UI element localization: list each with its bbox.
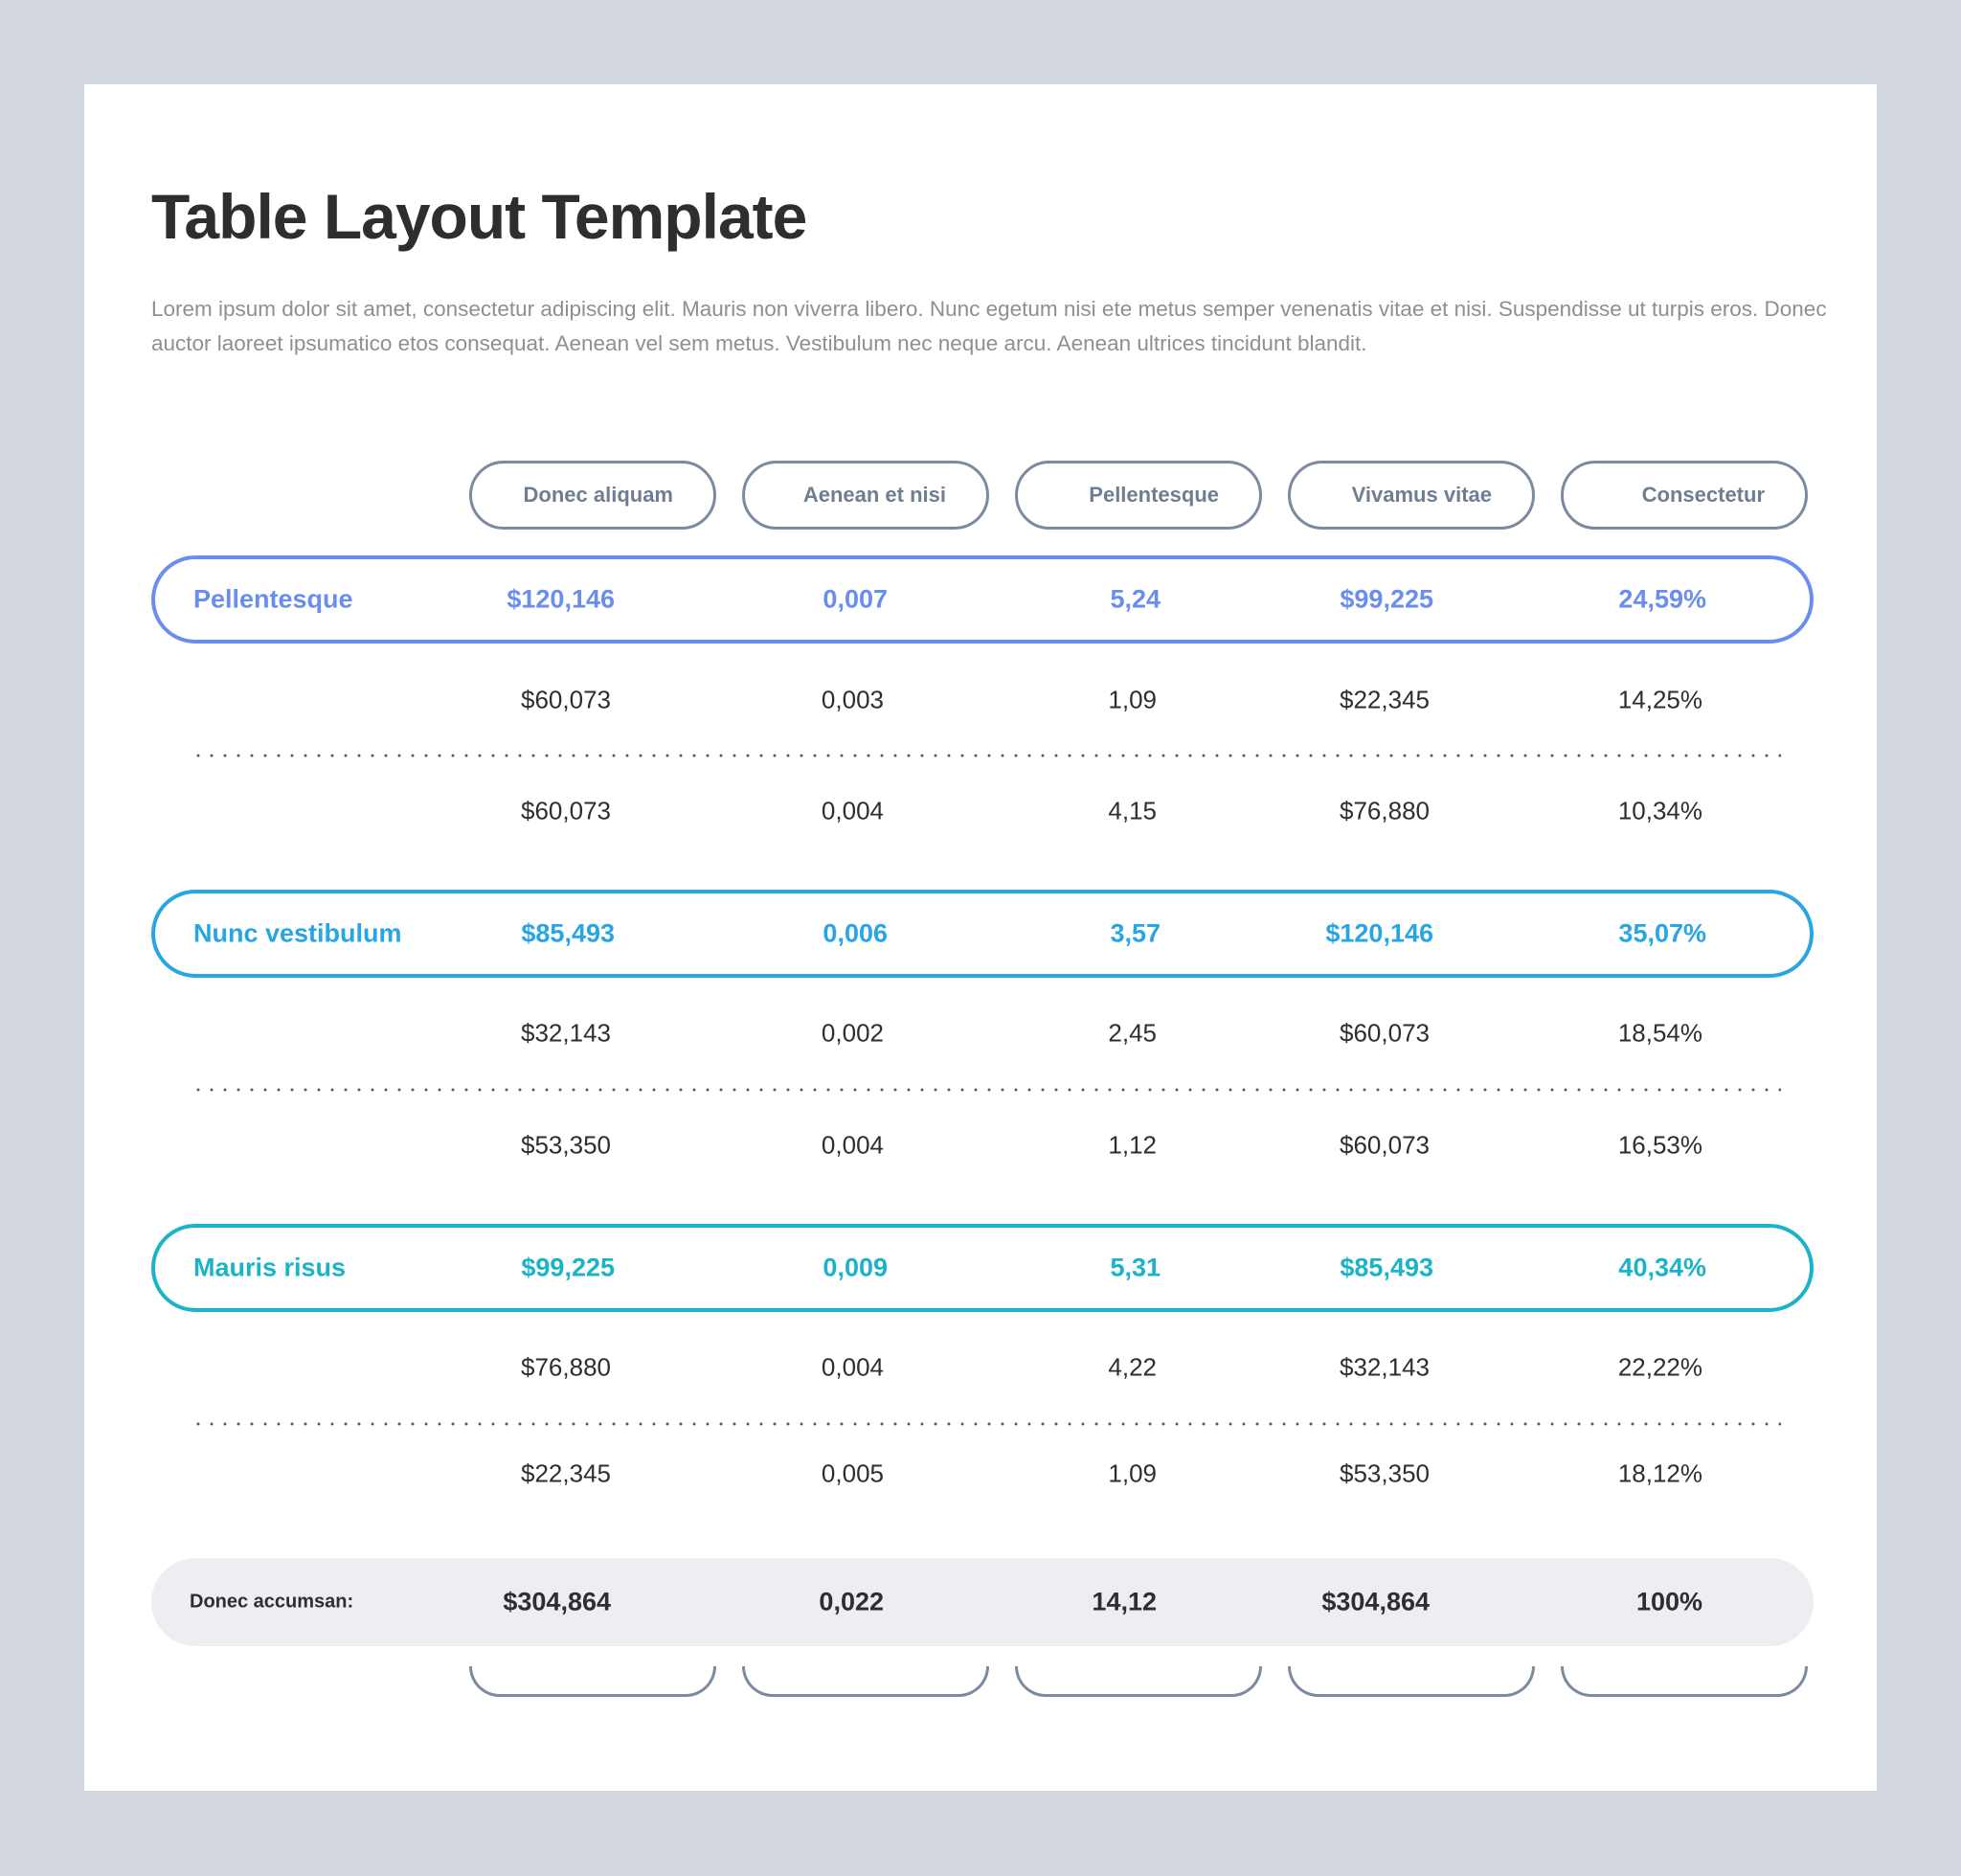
column-footer-2 [742,1666,989,1697]
total-value: $304,864 [503,1587,611,1616]
group-row-pellentesque[interactable] [151,555,1814,644]
group-value: $120,146 [1325,918,1433,948]
table-cell: 18,12% [1617,1458,1702,1488]
column-header-2[interactable]: Aenean et nisi [742,461,989,530]
table-cell: 22,22% [1617,1352,1702,1382]
group-label: Pellentesque [193,584,353,614]
group-value: 5,24 [1110,584,1161,614]
table-row [151,1005,1814,1062]
group-value: 40,34% [1618,1253,1706,1282]
table-cell: 2,45 [1108,1018,1157,1048]
table-cell: 0,002 [821,1018,884,1048]
table-cell: 0,004 [821,796,884,825]
group-label: Nunc vestibulum [193,918,402,948]
column-footer-1 [469,1666,716,1697]
group-value: 35,07% [1618,918,1706,948]
table-cell: 4,22 [1108,1352,1157,1382]
total-value: $304,864 [1321,1587,1430,1616]
group-value: 0,007 [823,584,888,614]
group-value: 3,57 [1110,918,1161,948]
table-cell: 0,005 [821,1458,884,1488]
table-cell: $53,350 [1340,1458,1430,1488]
total-row [151,1558,1814,1646]
column-footer-3 [1015,1666,1262,1697]
table-cell: 14,25% [1617,685,1702,714]
page-description: Lorem ipsum dolor sit amet, consectetur adipiscing elit. Mauris non viverra libero. Nunc egetum nisi ete metus semper venenatis vitae et nisi. Suspendisse ut turpis eros. Donec auctor laoreet ipsumatico etos consequat. Aenean vel sem metus. Vestibulum nec neque arcu. Aenean ultrices tincidunt blandit. [151,297,1827,355]
group-value: $99,225 [521,1253,615,1282]
table-cell: 0,004 [821,1130,884,1160]
dotted-divider [192,1088,1781,1092]
group-value: 0,009 [823,1253,888,1282]
table-cell: 0,003 [821,685,884,714]
total-value: 0,022 [819,1587,884,1616]
group-value: 0,006 [823,918,888,948]
column-header-4[interactable]: Vivamus vitae [1288,461,1535,530]
table-cell: 1,09 [1108,1458,1157,1488]
column-header-3[interactable]: Pellentesque [1015,461,1262,530]
table-cell: 4,15 [1108,796,1157,825]
table-cell: $60,073 [1340,1018,1430,1048]
table-cell: $53,350 [521,1130,611,1160]
table-cell: $22,345 [1340,685,1430,714]
total-label: Donec accumsan: [190,1591,354,1613]
table-cell: $76,880 [1340,796,1430,825]
table-cell: $32,143 [1340,1352,1430,1382]
table-cell: 10,34% [1617,796,1702,825]
group-value: 5,31 [1110,1253,1161,1282]
group-value: $120,146 [507,584,615,614]
group-row-nunc-vestibulum[interactable] [151,890,1814,978]
table-row [151,1445,1814,1503]
total-value: 14,12 [1092,1587,1157,1616]
table-row [151,671,1814,729]
group-label: Mauris risus [193,1253,347,1282]
group-value: $99,225 [1340,584,1433,614]
table-card [84,84,1877,1791]
column-header-1[interactable]: Donec aliquam [469,461,716,530]
table-cell: $60,073 [521,796,611,825]
group-value: $85,493 [521,918,615,948]
table-cell: $22,345 [521,1458,611,1488]
table-cell: $76,880 [521,1352,611,1382]
table-row [151,1339,1814,1396]
dotted-divider [192,754,1781,757]
group-value: $85,493 [1340,1253,1433,1282]
table-row [151,782,1814,840]
column-footer-4 [1288,1666,1535,1697]
table-cell: $32,143 [521,1018,611,1048]
table-cell: $60,073 [521,685,611,714]
group-value: 24,59% [1618,584,1706,614]
page-title: Table Layout Template [151,181,807,252]
dotted-divider [192,1422,1781,1426]
table-cell: 18,54% [1617,1018,1702,1048]
group-row-mauris-risus[interactable] [151,1224,1814,1312]
total-value: 100% [1635,1587,1702,1616]
table-cell: 1,09 [1108,685,1157,714]
table-cell: 0,004 [821,1352,884,1382]
table-cell: 16,53% [1617,1130,1702,1160]
table-row [151,1117,1814,1174]
table-cell: $60,073 [1340,1130,1430,1160]
column-footer-5 [1561,1666,1808,1697]
column-header-5[interactable]: Consectetur [1561,461,1808,530]
table-cell: 1,12 [1108,1130,1157,1160]
